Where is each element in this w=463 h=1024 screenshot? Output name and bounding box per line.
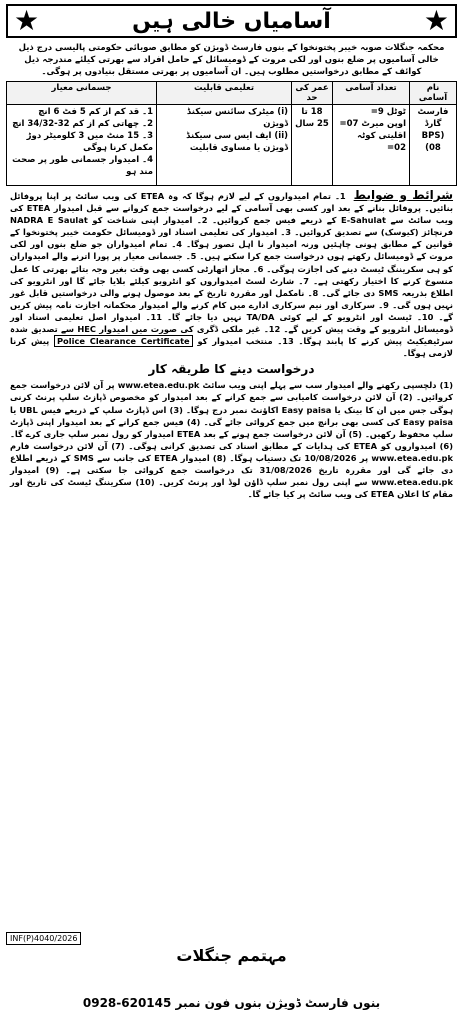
col-header-count: تعداد آسامی <box>333 82 410 105</box>
vacancy-table <box>6 81 457 186</box>
issuer-address <box>0 996 463 1010</box>
terms-tail: پیش کرنا لازمی ہوگا۔ <box>10 336 453 359</box>
cell-physical-standard <box>7 105 157 186</box>
reference-number: INF(P)4040/2026 <box>6 932 81 945</box>
page-title: آسامیاں خالی ہیں <box>132 8 331 34</box>
physical-line: 1۔ قد کم از کم 5 فٹ 6 انچ <box>38 107 153 117</box>
terms-heading: شرائط و ضوابط <box>353 188 454 202</box>
cell-age-limit: 18 تا 25 سال <box>292 105 333 186</box>
count-line: اوپن میرٹ 07= <box>339 119 406 129</box>
table-row <box>7 105 457 186</box>
education-line: (i) میٹرک سائنس سیکنڈ ڈویژن <box>186 107 288 129</box>
phone-number: 0928-620145 <box>82 996 172 1010</box>
col-header-post: نام آسامی <box>410 82 457 105</box>
cell-post-name: فارسٹ گارڈ (BPS 08) <box>410 105 457 186</box>
cell-post-count <box>333 105 410 186</box>
cell-education <box>157 105 292 186</box>
address-text: بنوں فارسٹ ڈویژن بنوں فون نمبر <box>175 996 381 1010</box>
apply-heading: درخواست دینے کا طریقہ کار <box>148 362 315 377</box>
star-icon: ★ <box>14 4 40 37</box>
issuer-title: مہتمم جنگلات <box>176 946 287 965</box>
col-header-physical: جسمانی معیار <box>7 82 157 105</box>
header-banner <box>6 4 457 38</box>
intro-paragraph: محکمہ جنگلات صوبہ خیبر پختونخوا کے بنوں فارسٹ ڈویژن کو مطابق صوبائی حکومتی پالیسی درج ذیل خالی آسامیوں پر ضلع بنوں اور لکی مروت کے ڈومیسائل کے حامل افراد سے بھرتی کیلئے مندرجہ ذیل کوائف کے مطابق درخواستیں مطلوب ہیں۔ ان آسامیوں پر بھرتی مستقل بنیادوں پر ہوگی۔ <box>18 43 445 77</box>
terms-body: 1۔ تمام امیدواروں کے لیے لازم ہوگا کہ وہ ETEA کی ویب سائٹ پر اپنا پروفائل بنائیں۔ پروفائل بنانے کے بعد اور کسی بھی آسامی کے لیے درخواست جمع کروانے سے قبل امیدوار ETEA کی ویب سائٹ سے E-Sahulat کے ذریعے فیس جمع کروائیں۔ 2۔ امیدوار اپنی شناخت کو NADRA E Saulat فرنچائز (کیوسک) سے تصدیق کروائیں۔ 3۔ امیدوار کی تعلیمی اسناد اور ڈومیسائل حکومت خیبر پختونخوا کے قوانین کے مطابق ہونی چاہئیں ورنہ امیدوار نا اہل تصور ہوگا۔ 4۔ تمام امیدواران جو ضلع بنوں اور لکی مروت کے ڈومیسائل رکھتے ہوں درخواست جمع کرا سکتے ہیں۔ 5۔ جسمانی معیار پر پورا اترنے والے امیدواران کو ہی سکریننگ ٹیسٹ دینے کی اجازت ہوگی۔ 6۔ مجاز اتھارٹی کسی بھی وقت بغیر وجہ بتائے بھرتی کا عمل منسوخ کرنے کا اختیار رکھتی ہے۔ 7۔ شارٹ لسٹ امیدواروں کو انٹرویو کیلئے بلایا جائے گا اور انٹرویو کی اطلاع بذریعہ SMS دی جائے گی۔ 8۔ نامکمل اور مقررہ تاریخ کے بعد موصول ہونے والی درخواستیں قابل غور نہیں ہوں گی۔ 9۔ سرکاری اور نیم سرکاری ادارے میں کام کرنے والے امیدوار محکمانہ اجازت نامہ پیش کریں گے۔ 10۔ ٹیسٹ اور انٹرویو کے لیے کوئی TA/DA نہیں دیا جائے گا۔ 11۔ امیدوار اصل تعلیمی اسناد اور ڈومیسائل انٹرویو کے وقت پیش کریں گے۔ 12۔ غیر ملکی ڈگری کی صورت میں امیدوار HEC سے تصدیق شدہ سرٹیفیکیٹ پیش کرنے کا پابند ہوگا۔ 13۔ منتخب امیدوار کو <box>10 191 454 347</box>
count-line: ٹوٹل 9= <box>370 107 406 117</box>
count-line: اقلیتی کوٹہ 02= <box>357 131 406 153</box>
physical-line: 4۔ امیدوار جسمانی طور پر صحت مند ہو <box>12 155 153 177</box>
physical-line: 2۔ چھاتی کم از کم 32-34/32 انچ <box>12 119 153 129</box>
police-clearance-label: Police Clearance Certificate <box>54 335 193 347</box>
star-icon: ★ <box>423 4 449 37</box>
col-header-education: تعلیمی قابلیت <box>157 82 292 105</box>
physical-line: 3۔ 15 منٹ میں 3 کلومیٹر دوڑ مکمل کرنا ہوگی <box>26 131 153 153</box>
apply-body: (1) دلچسپی رکھنے والے امیدوار سب سے پہلے اپنی ویب سائٹ www.etea.edu.pk پر آن لائن درخواست جمع کروائیں۔ (2) آن لائن درخواست کامیابی سے جمع کرانے کے بعد امیدوار کو مخصوص ڈپازٹ سلپ پرنٹ کرنی ہوگی جس میں ان کا بینک یا Easy paisa اکاؤنٹ نمبر درج ہوگا۔ (3) اس ڈپازٹ سلپ کے ذریعے فیس UBL یا Easy paisa کی کسی بھی برانچ میں جمع کروائی جائے گی۔ (4) فیس جمع کرانے کے بعد امیدوار اپنی ڈپازٹ سلپ محفوظ رکھیں۔ (5) آن لائن درخواست جمع ہونے کے بعد ETEA امیدوار کو رول نمبر سلپ جاری کرے گا۔ (6) امیدواروں کو ETEA کی ہدایات کے مطابق اسناد کی تصدیق کرانی ہوگی۔ (7) آن لائن درخواست فارم www.etea.edu.pk پر 10/08/2026 تک دستیاب ہوگا۔ (8) امیدوار ETEA کی جانب سے SMS کے ذریعے اطلاع دی جائے گی اور مقررہ تاریخ 31/08/2026 تک درخواست جمع کروائی جا سکتی ہے۔ (9) امیدوار www.etea.edu.pk سے اپنی رول نمبر سلپ ڈاؤن لوڈ اور پرنٹ کریں۔ (10) سکریننگ ٹیسٹ کی تاریخ اور مقام کا اعلان ETEA کی ویب سائٹ پر کیا جائے گا۔ <box>10 380 453 500</box>
col-header-age: عمر کی حد <box>292 82 333 105</box>
terms-section <box>10 189 453 359</box>
table-header-row <box>7 82 457 105</box>
education-line: (ii) ایف ایس سی سیکنڈ ڈویژن یا مساوی قابلیت <box>186 131 288 153</box>
